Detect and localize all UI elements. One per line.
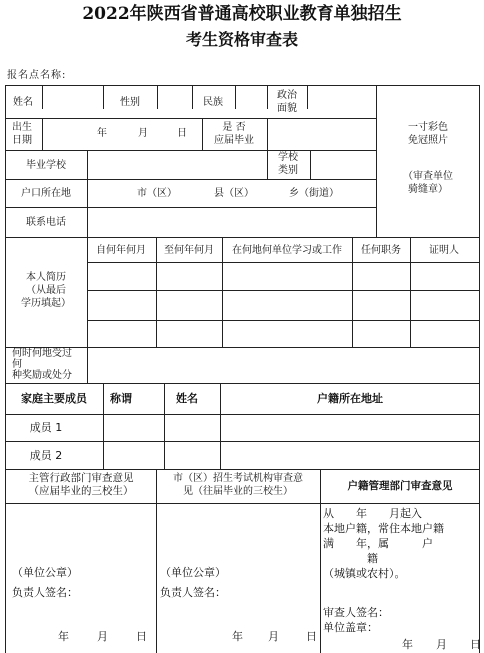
exam-office-year-label: 年 [232, 630, 243, 643]
family-hukou-address-header: 户籍所在地址 [317, 392, 383, 405]
form-subtitle: 考生资格审查表 [185, 30, 298, 49]
family-member-1-label: 成员 1 [29, 421, 63, 434]
photo-label: 一寸彩色 免冠照片 [408, 122, 448, 146]
audit-stamp-label: （审查单位 骑缝章） [403, 171, 453, 195]
gender-label: 性别 [120, 97, 140, 108]
birth-month-label: 月 [138, 128, 148, 139]
family-relation-header: 称谓 [110, 392, 132, 405]
resume-label: 本人简历 （从最后 学历填起） [21, 272, 71, 309]
admin-review-title: 主管行政部门审查意见 （应届毕业的三校生） [28, 472, 134, 497]
admin-month-label: 月 [97, 630, 108, 643]
exam-office-day-label: 日 [306, 630, 317, 643]
hukou-review-title: 户籍管理部门审查意见 [347, 480, 453, 492]
city-district-label: 市（区） [137, 188, 177, 199]
resume-header-from: 自何年何月 [96, 245, 146, 256]
family-member-2-label: 成员 2 [29, 449, 63, 462]
hukou-location-label: 户口所在地 [21, 188, 71, 199]
exam-office-seal-label: （单位公章） [160, 566, 226, 579]
form-title: 2022年陕西省普通高校职业教育单独招生 [82, 4, 402, 24]
unit-seal-label: 单位盖章： [323, 621, 378, 634]
admin-signer-label: 负责人签名： [12, 586, 78, 599]
school-category-label: 学校 类别 [278, 152, 298, 176]
birth-day-label: 日 [177, 128, 187, 139]
awards-punishments-label: 何时何地受过 何 种奖励或处分 [12, 348, 72, 381]
hukou-day-label: 日 [470, 638, 481, 651]
birth-year-label: 年 [97, 128, 107, 139]
ethnicity-label: 民族 [203, 97, 223, 108]
resume-header-place: 在何地何单位学习或工作 [232, 245, 342, 256]
graduation-school-label: 毕业学校 [26, 160, 66, 171]
hukou-review-statement: 从 年 月起入 本地户籍，常住本地户籍 满 年，属 户 籍 （城镇或农村）。 [323, 507, 444, 580]
county-label: 县（区） [214, 188, 254, 199]
is-graduate-label: 是 否 应届毕业 [214, 122, 254, 146]
resume-header-to: 至何年何月 [164, 245, 214, 256]
hukou-year-label: 年 [402, 638, 413, 651]
town-label: 乡（街道） [289, 188, 339, 199]
political-status-label: 政治 面貌 [277, 90, 297, 114]
name-label: 姓名 [13, 97, 33, 108]
admin-seal-label: （单位公章） [12, 566, 78, 579]
family-members-header: 家庭主要成员 [21, 392, 87, 405]
hukou-month-label: 月 [436, 638, 447, 651]
admin-year-label: 年 [58, 630, 69, 643]
resume-header-position: 任何职务 [361, 245, 401, 256]
exam-office-signer-label: 负责人签名： [160, 586, 226, 599]
exam-office-month-label: 月 [268, 630, 279, 643]
birth-date-label: 出生 日期 [12, 122, 32, 146]
family-name-header: 姓名 [176, 392, 198, 405]
phone-label: 联系电话 [26, 217, 66, 228]
exam-office-review-title: 市（区）招生考试机构审查意 见（往届毕业的三校生） [173, 473, 303, 497]
resume-header-witness: 证明人 [429, 245, 459, 256]
reviewer-sign-label: 审查人签名： [323, 606, 389, 619]
registration-point-label: 报名点名称: [7, 70, 67, 81]
admin-day-label: 日 [136, 630, 147, 643]
